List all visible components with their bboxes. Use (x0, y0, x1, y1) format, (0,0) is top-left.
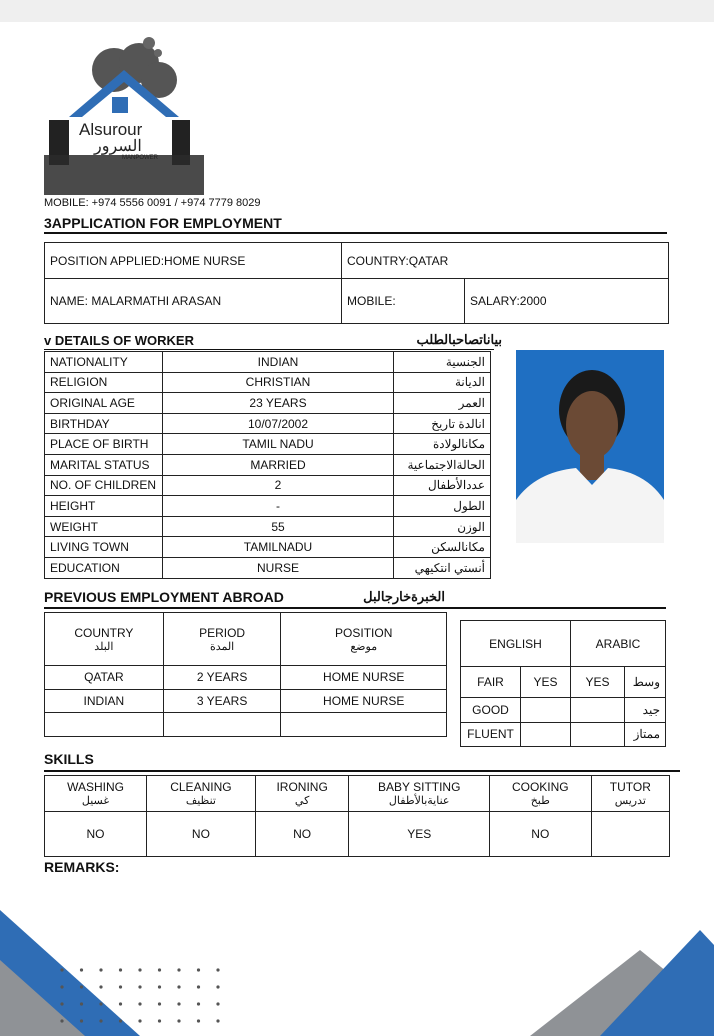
field-label-ar: العمر (394, 393, 491, 414)
header-ar: موضع (350, 640, 378, 653)
skill-en: WASHING (67, 779, 124, 794)
level-ar: وسط (625, 667, 666, 698)
skill-en: TUTOR (609, 779, 651, 794)
table-row (45, 689, 447, 713)
field-label: MARITAL STATUS (45, 454, 163, 475)
previous-employment-table (44, 612, 447, 737)
english-header: ENGLISH (461, 621, 571, 667)
field-label: HEIGHT (45, 496, 163, 517)
previous-employment-title-ar: الخبرةخارجالبل (363, 589, 445, 604)
footer-decoration (0, 900, 714, 1036)
header-ar: المدة (209, 640, 235, 653)
table-row (45, 454, 491, 475)
worker-photo (516, 350, 664, 543)
cell (281, 713, 447, 737)
field-value: 10/07/2002 (163, 413, 394, 434)
language-table (460, 620, 666, 747)
skill-header (45, 776, 147, 812)
field-value: - (163, 496, 394, 517)
cell (163, 713, 281, 737)
table-header (45, 776, 670, 812)
skill-ar: طبخ (530, 794, 550, 807)
skill-en: COOKING (511, 779, 569, 794)
decor-dot (80, 1002, 83, 1005)
country: COUNTRY:QATAR (342, 243, 669, 279)
decor-dot (80, 1019, 83, 1022)
skill-ar: عنايةبالأطفال (388, 794, 450, 807)
field-label: NATIONALITY (45, 352, 163, 373)
summary-table (44, 242, 669, 324)
table-row (45, 496, 491, 517)
decor-dot (138, 968, 141, 971)
column-header (281, 613, 447, 666)
decor-dot (158, 1019, 161, 1022)
field-label-ar: الحالةالاجتماعية (394, 454, 491, 475)
decor-dot (80, 968, 83, 971)
skill-value (591, 812, 669, 857)
field-label: NO. OF CHILDREN (45, 475, 163, 496)
decor-dot (197, 1002, 200, 1005)
table-row (45, 516, 491, 537)
level: FLUENT (461, 722, 521, 747)
field-value: MARRIED (163, 454, 394, 475)
decor-dot (119, 968, 122, 971)
table-row (45, 393, 491, 414)
table-row (461, 667, 666, 698)
table-row (45, 812, 670, 857)
decor-dot (119, 1019, 122, 1022)
cell: HOME NURSE (281, 666, 447, 690)
divider (44, 770, 680, 772)
skill-header (591, 776, 669, 812)
decor-dot (177, 1019, 180, 1022)
decor-dot (197, 985, 200, 988)
cell: INDIAN (45, 689, 164, 713)
field-label: PLACE OF BIRTH (45, 434, 163, 455)
field-label: RELIGION (45, 372, 163, 393)
cell: QATAR (45, 666, 164, 690)
decor-dot (177, 985, 180, 988)
mobile: MOBILE: (342, 279, 465, 324)
field-label: BIRTHDAY (45, 413, 163, 434)
table-row (45, 666, 447, 690)
details-title-ar: بياناتصاحبالطلب (416, 332, 502, 347)
decor-dot (216, 985, 219, 988)
decor-dot (119, 985, 122, 988)
divider (44, 232, 667, 234)
skill-en: CLEANING (170, 779, 232, 794)
cell: HOME NURSE (281, 689, 447, 713)
field-value: 55 (163, 516, 394, 537)
divider (44, 607, 666, 609)
column-header (45, 613, 164, 666)
decor-dot (99, 968, 102, 971)
field-label: ORIGINAL AGE (45, 393, 163, 414)
skill-ar: غسيل (81, 794, 110, 807)
skill-header (147, 776, 256, 812)
table-row (45, 475, 491, 496)
skill-value: NO (489, 812, 591, 857)
table-header (461, 621, 666, 667)
remarks-label: REMARKS: (44, 859, 120, 875)
decor-dot (216, 1002, 219, 1005)
skill-value: NO (147, 812, 256, 857)
field-label: EDUCATION (45, 557, 163, 578)
table-row (461, 698, 666, 723)
arabic-header: ARABIC (571, 621, 666, 667)
decor-dot (138, 1002, 141, 1005)
decor-dot (138, 985, 141, 988)
logo-text: Alsurour (79, 120, 143, 139)
field-label: LIVING TOWN (45, 537, 163, 558)
field-label-ar: أنستي انتكيهي (394, 557, 491, 578)
header-en: POSITION (335, 625, 393, 640)
decor-dot (177, 968, 180, 971)
field-label: WEIGHT (45, 516, 163, 537)
details-table (44, 351, 491, 579)
header-ar: البلد (94, 640, 114, 653)
decor-dot (80, 985, 83, 988)
skill-en: IRONING (276, 779, 328, 794)
field-label-ar: انالدة تاريخ (394, 413, 491, 434)
english-value (521, 722, 571, 747)
position-applied: POSITION APPLIED:HOME NURSE (45, 243, 342, 279)
table-row (45, 434, 491, 455)
worker-name: NAME: MALARMATHI ARASAN (45, 279, 342, 324)
table-row (45, 713, 447, 737)
table-row (461, 722, 666, 747)
svg-text:السرور: السرور (94, 138, 142, 155)
arabic-value (571, 722, 625, 747)
skill-header (489, 776, 591, 812)
salary: SALARY:2000 (465, 279, 669, 324)
table-row (45, 537, 491, 558)
column-header (163, 613, 281, 666)
table-row (45, 372, 491, 393)
decor-dot (216, 1019, 219, 1022)
skill-ar: تدريس (614, 794, 646, 807)
top-bar (0, 0, 714, 22)
field-value: TAMIL NADU (163, 434, 394, 455)
skill-ar: تنظيف (185, 794, 216, 807)
level-ar: ممتاز (625, 722, 666, 747)
skill-header (255, 776, 349, 812)
skill-value: NO (255, 812, 349, 857)
skill-ar: كي (294, 794, 310, 807)
divider (44, 349, 494, 350)
decor-dot (177, 1002, 180, 1005)
decor-dot (158, 968, 161, 971)
page-title: 3APPLICATION FOR EMPLOYMENT (44, 215, 282, 231)
decor-dot (158, 1002, 161, 1005)
field-value: CHRISTIAN (163, 372, 394, 393)
decor-dot (99, 985, 102, 988)
decor-dot (60, 968, 63, 971)
decor-dot (197, 968, 200, 971)
field-value: TAMILNADU (163, 537, 394, 558)
level: FAIR (461, 667, 521, 698)
level: GOOD (461, 698, 521, 723)
skill-en: BABY SITTING (377, 779, 461, 794)
field-label-ar: عددالأطفال (394, 475, 491, 496)
decor-dot (99, 1019, 102, 1022)
decor-dot (60, 985, 63, 988)
english-value (521, 698, 571, 723)
field-value: 23 YEARS (163, 393, 394, 414)
details-title: v DETAILS OF WORKER (44, 333, 194, 348)
cell: 3 YEARS (163, 689, 281, 713)
skill-value: YES (349, 812, 489, 857)
field-label-ar: الطول (394, 496, 491, 517)
header-en: PERIOD (199, 625, 246, 640)
svg-text:MANPOWER: MANPOWER (122, 155, 158, 161)
decor-dot (216, 968, 219, 971)
skill-header (349, 776, 489, 812)
field-label-ar: مكانالولادة (394, 434, 491, 455)
decor-dot (119, 1002, 122, 1005)
field-value: NURSE (163, 557, 394, 578)
cell: 2 YEARS (163, 666, 281, 690)
skills-title: SKILLS (44, 751, 94, 767)
table-row (45, 352, 491, 373)
table-row (45, 557, 491, 578)
arabic-value (571, 698, 625, 723)
field-label-ar: الوزن (394, 516, 491, 537)
decor-dot (197, 1019, 200, 1022)
decor-dot (138, 1019, 141, 1022)
mobile-contact: MOBILE: +974 5556 0091 / +974 7779 8029 (44, 197, 261, 209)
skill-value: NO (45, 812, 147, 857)
field-label-ar: الجنسية (394, 352, 491, 373)
skills-table (44, 775, 670, 857)
table-row (45, 413, 491, 434)
header-en: COUNTRY (74, 625, 134, 640)
company-logo (44, 35, 209, 200)
table-header (45, 613, 447, 666)
field-value: INDIAN (163, 352, 394, 373)
arabic-value: YES (571, 667, 625, 698)
decor-dot (60, 1002, 63, 1005)
level-ar: جيد (625, 698, 666, 723)
decor-dot (158, 985, 161, 988)
english-value: YES (521, 667, 571, 698)
cell (45, 713, 164, 737)
previous-employment-title: PREVIOUS EMPLOYMENT ABROAD (44, 589, 284, 605)
field-label-ar: مكانالسكن (394, 537, 491, 558)
field-value: 2 (163, 475, 394, 496)
decor-dot (99, 1002, 102, 1005)
decor-dot (60, 1019, 63, 1022)
field-label-ar: الديانة (394, 372, 491, 393)
